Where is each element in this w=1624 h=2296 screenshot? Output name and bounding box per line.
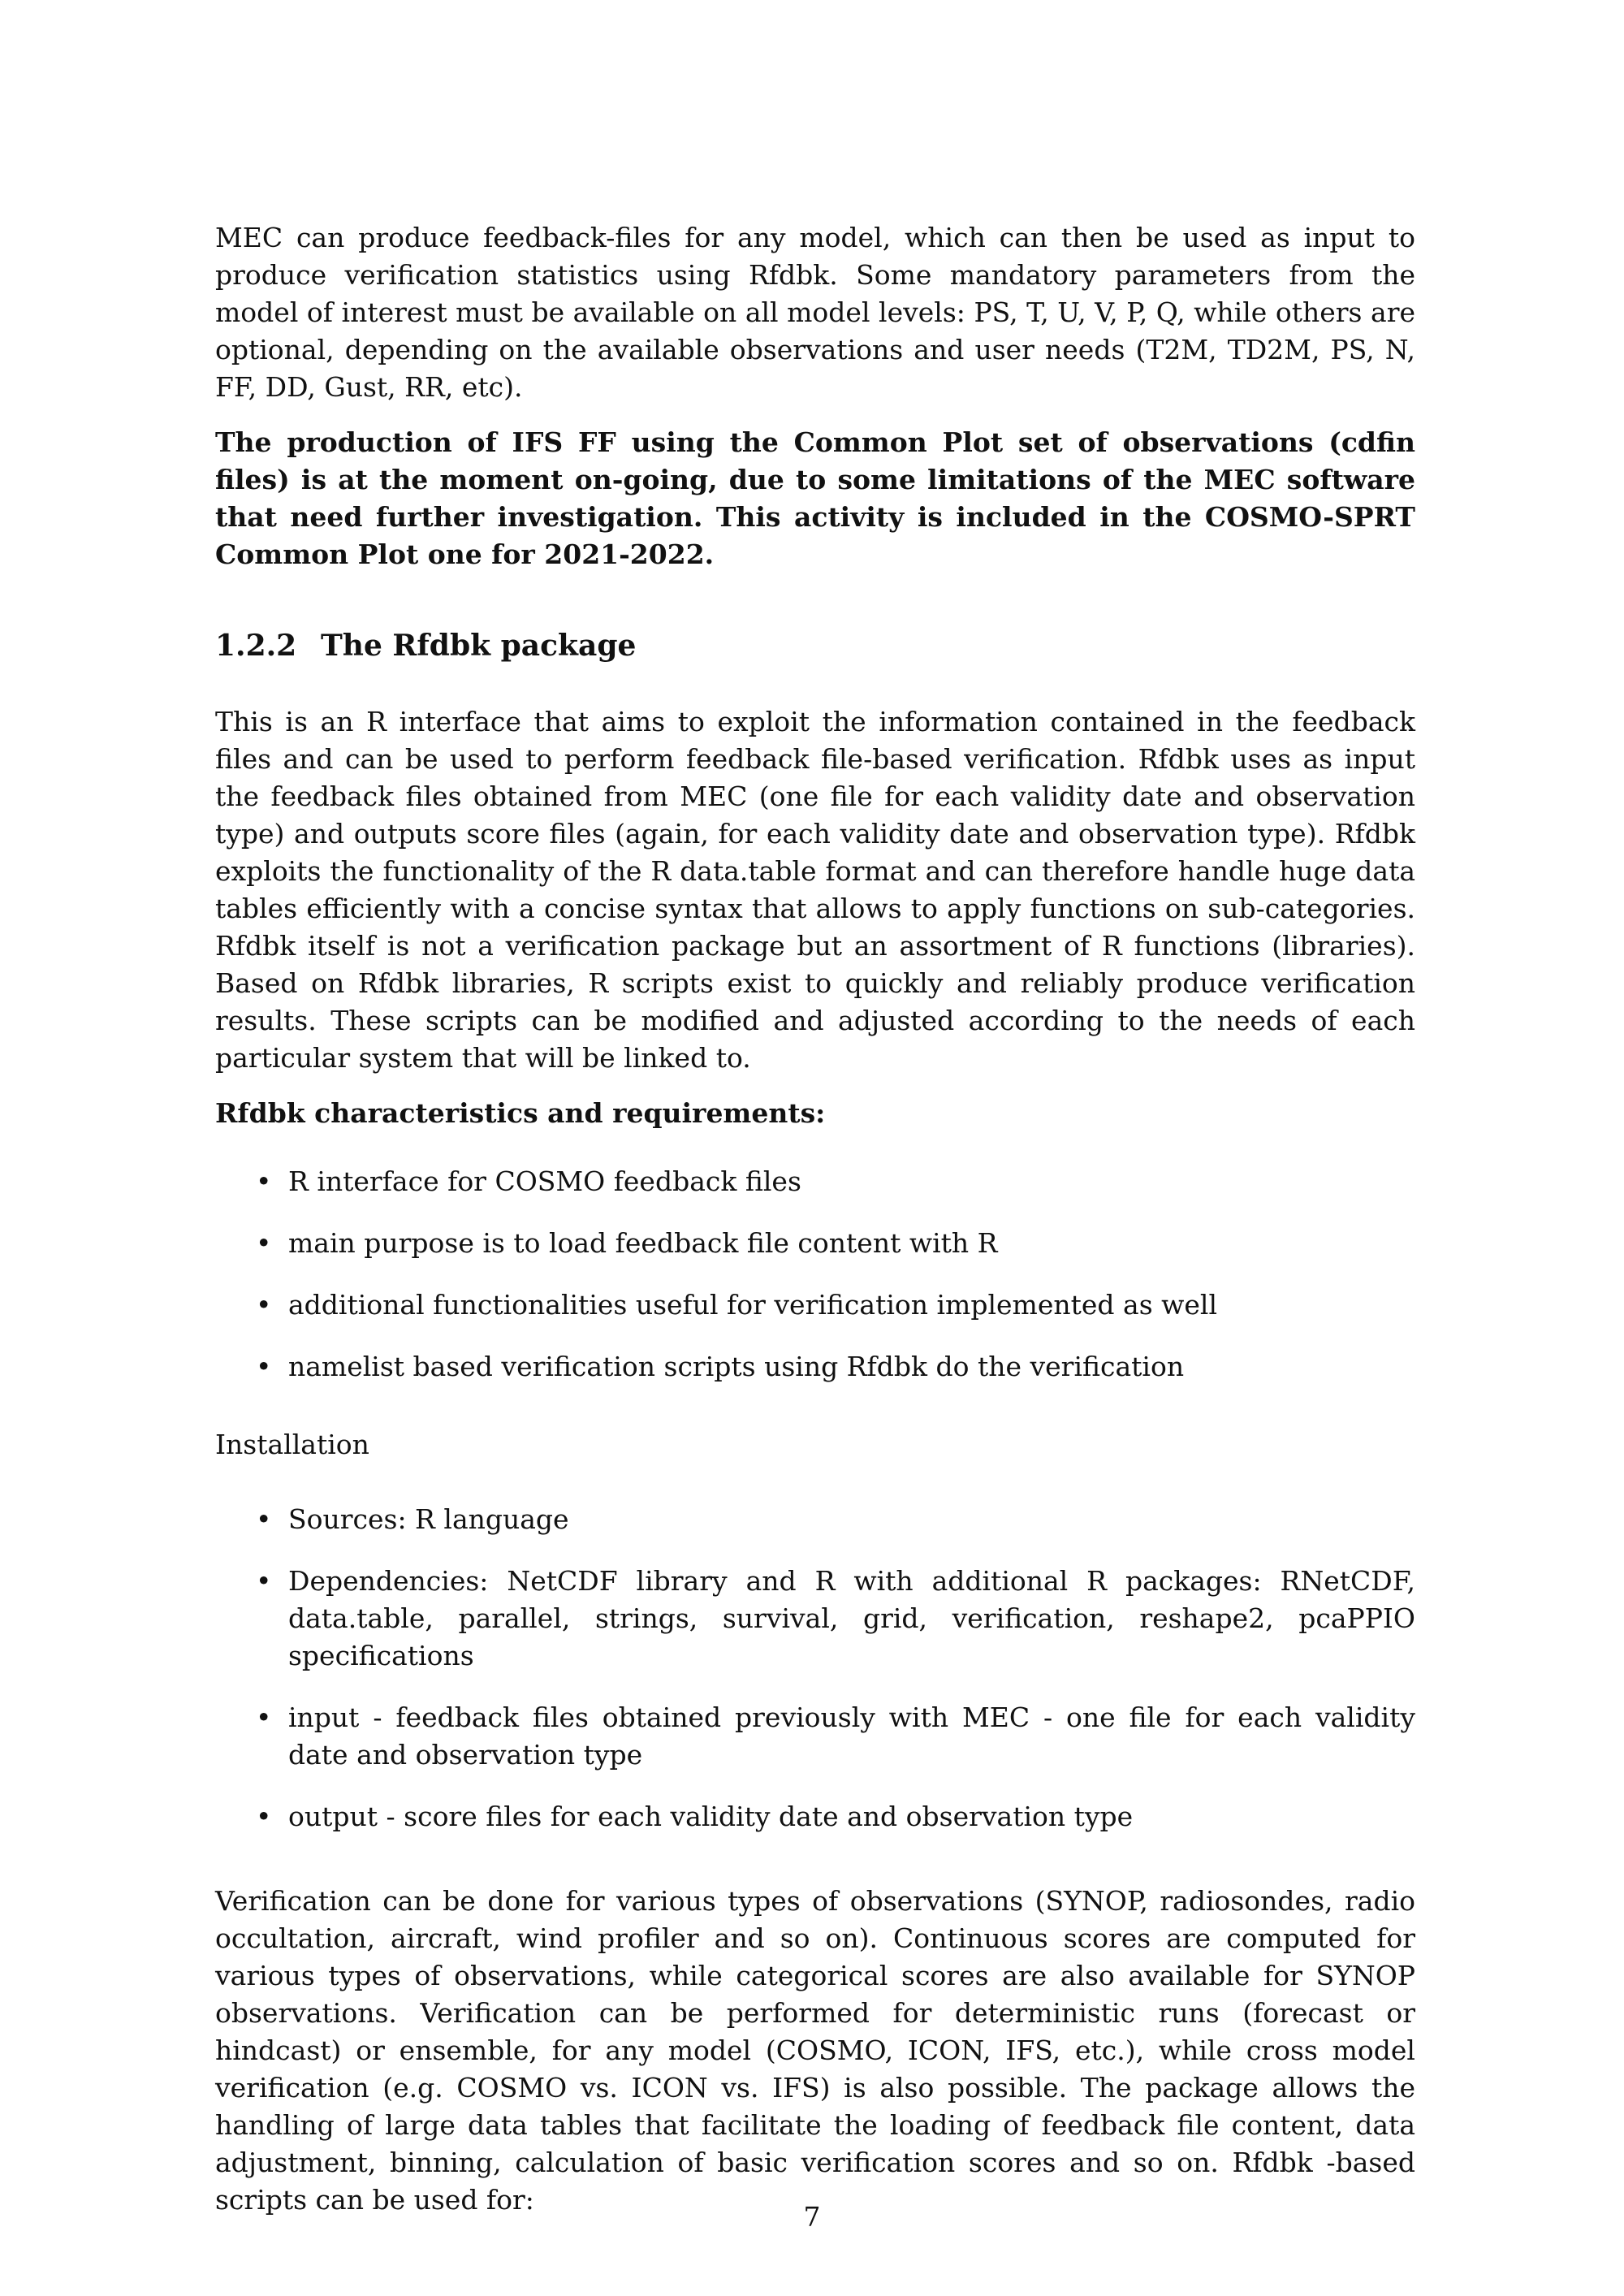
list-item: • additional functionalities useful for verification implemented as well	[215, 1286, 1415, 1324]
verification-paragraph: Verification can be done for various types of observations (SYNOP, radiosondes, radio occultation, aircraft, wind profiler and so on). Continuous scores are computed for various types of observations, while categorical scores are also available for SYNOP observations. Verification can be performed for deterministic runs (forecast or hindcast) or ensemble, for any model (COSMO, ICON, IFS, etc.), while cross model verification (e.g. COSMO vs. ICON vs. IFS) is also possible. The package allows the handling of large data tables that facilitate the loading of feedback file content, data adjustment, binning, calculation of basic verification scores and so on. Rfdbk -based scripts can be used for:	[215, 1885, 1415, 2216]
characteristics-list	[215, 1163, 1415, 1386]
bullet-icon: •	[256, 1351, 272, 1382]
bullet-icon: •	[256, 1289, 272, 1321]
list-item: • main purpose is to load feedback file content with R	[215, 1225, 1415, 1262]
production-note-paragraph: The production of IFS FF using the Common Plot set of observations (cdfin files) is at the moment on-going, due to some limitations of the MEC software that need further investigation. This activity is included in the COSMO-SPRT Common Plot one for 2021-2022.	[215, 426, 1415, 570]
document-page	[215, 219, 1415, 2219]
section-title: The Rfdbk package	[321, 629, 637, 663]
bullet-icon: •	[256, 1565, 272, 1597]
section-number: 1.2.2	[215, 629, 297, 663]
bullet-icon: •	[256, 1801, 272, 1832]
characteristics-heading: Rfdbk characteristics and requirements:	[215, 1097, 826, 1129]
bullet-icon: •	[256, 1701, 272, 1733]
list-item: • input - feedback files obtained previously with MEC - one file for each validity date and observation type	[215, 1699, 1415, 1774]
list-item: • Sources: R language	[215, 1501, 1415, 1538]
list-item: • output - score files for each validity date and observation type	[215, 1798, 1415, 1836]
bullet-icon: •	[256, 1165, 272, 1197]
list-item: • namelist based verification scripts using Rfdbk do the verification	[215, 1348, 1415, 1386]
list-item: • Dependencies: NetCDF library and R with additional R packages: RNetCDF, data.table, parallel, strings, survival, grid, verification, reshape2, pcaPPIO specifications	[215, 1563, 1415, 1675]
bullet-icon: •	[256, 1503, 272, 1535]
intro-paragraph: MEC can produce feedback-files for any model, which can then be used as input to produce verification statistics using Rfdbk. Some mandatory parameters from the model of interest must be available on all model levels: PS, T, U, V, P, Q, while others are optional, depending on the available observations and user needs (T2M, TD2M, PS, N, FF, DD, Gust, RR, etc).	[215, 222, 1415, 403]
rfdbk-description-paragraph: This is an R interface that aims to exploit the information contained in the feedback files and can be used to perform feedback file-based verification. Rfdbk uses as input the feedback files obtained from MEC (one file for each validity date and observation type) and outputs score files (again, for each validity date and observation type). Rfdbk exploits the functionality of the R data.table format and can therefore handle huge data tables efficiently with a concise syntax that allows to apply functions on sub-categories. Rfdbk itself is not a verification package but an assortment of R functions (libraries). Based on Rfdbk libraries, R scripts exist to quickly and reliably produce verification results. These scripts can be modified and adjusted according to the needs of each particular system that will be linked to.	[215, 706, 1415, 1074]
page-number: 7	[803, 2201, 821, 2233]
section-heading	[215, 627, 1415, 664]
bullet-icon: •	[256, 1227, 272, 1259]
installation-list	[215, 1501, 1415, 1836]
list-item: • R interface for COSMO feedback files	[215, 1163, 1415, 1200]
installation-label: Installation	[215, 1429, 369, 1460]
